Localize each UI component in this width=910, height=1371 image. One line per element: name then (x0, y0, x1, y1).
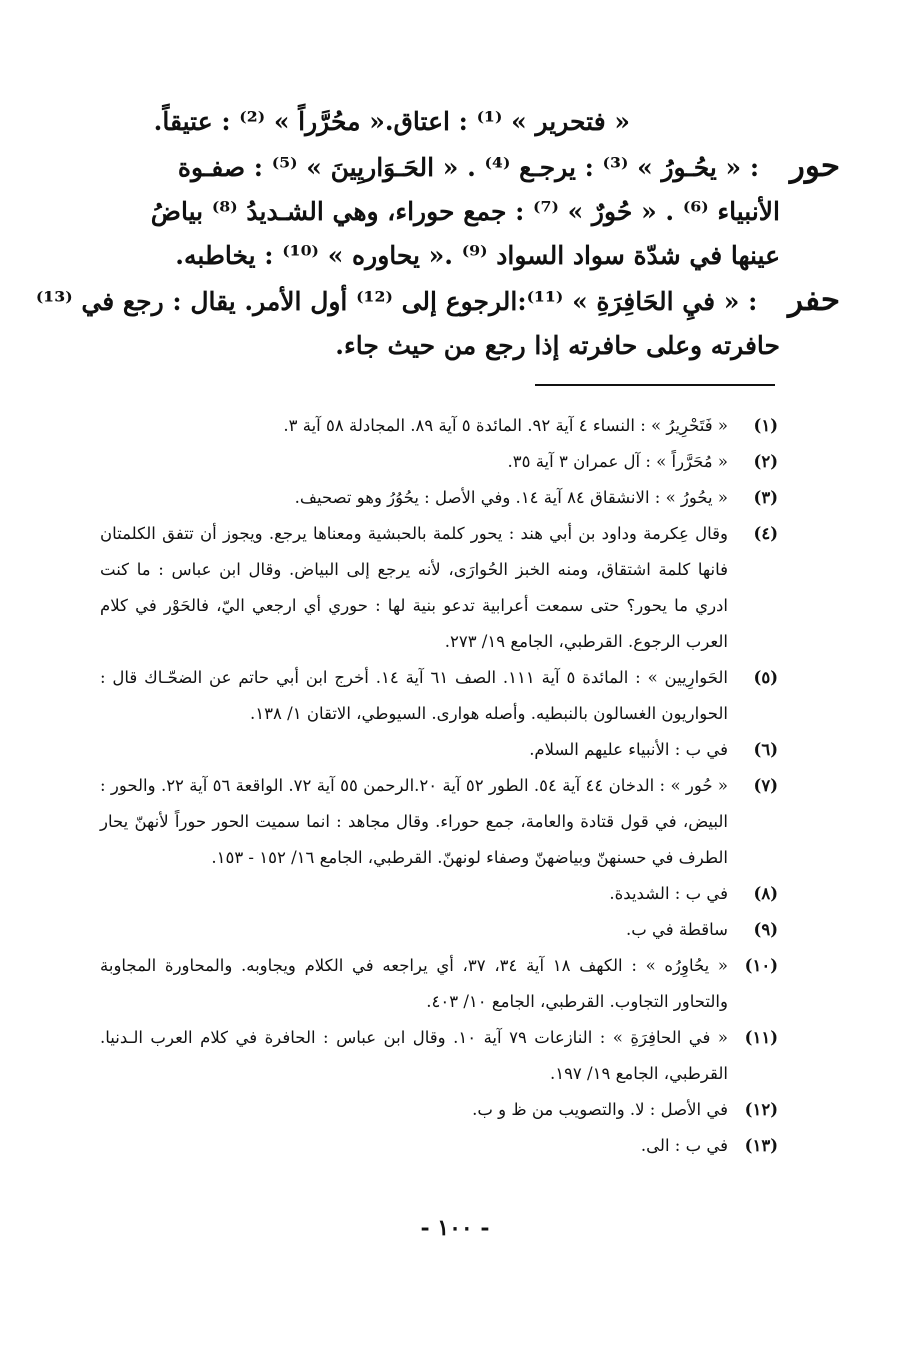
footnote (100, 480, 778, 516)
entry-line-hafr (35, 278, 840, 324)
footnote-number: (١٢) (744, 1100, 778, 1119)
footnote-text: « مُحَرَّراً » : آل عمران ٣ آية ٣٥. (507, 452, 728, 471)
footnote-text: « فَتَحْرِيرُ » : النساء ٤ آية ٩٢. المائدة ٥ آية ٨٩. المجادلة ٥٨ آية ٣. (283, 416, 728, 435)
footnote-text: في ب : الأنبياء عليهم السلام. (529, 740, 728, 759)
footnote-text: في ب : الشديدة. (609, 884, 728, 903)
footnote (100, 876, 778, 912)
footnote (100, 408, 778, 444)
footnote (100, 1020, 778, 1092)
entry-line-hawr (100, 144, 840, 190)
line-text: : « فيِ الحَافِرَةِ » ⁽¹¹⁾:الرجوع إلى ⁽¹²⁾ أول الأمر. يقال : رجع في ⁽¹³⁾ (35, 287, 758, 316)
footnote-number: (٩) (753, 920, 778, 939)
footnote-number: (٥) (753, 668, 778, 687)
footnote-text: « في الحافِرَةِ » : النازعات ٧٩ آية ١٠. وقال ابن عباس : الحافرة في كلام العرب الـدنيا. القرطبي، الجامع ١٩/ ١٩٧. (100, 1028, 728, 1083)
footnote-number: (٣) (753, 488, 778, 507)
footnote-number: (١٠) (744, 956, 778, 975)
footnote-number: (٧) (753, 776, 778, 795)
footnote-number: (٤) (753, 524, 778, 543)
line-text: حافرته وعلى حافرته إذا رجع من حيث جاء. (335, 331, 780, 360)
footnote-number: (١٣) (744, 1136, 778, 1155)
text-line (100, 234, 780, 278)
footnote-number: (٢) (753, 452, 778, 471)
footnote-number: (١) (753, 416, 778, 435)
text-line (100, 100, 780, 144)
footnotes (100, 408, 778, 1164)
line-text: « فتحرير » ⁽¹⁾ : اعتاق.« محُرَّراً » ⁽²⁾ : عتيقاً. (153, 107, 630, 136)
footnote-text: ساقطة في ب. (625, 920, 728, 939)
footnote-text: « يحُورُ » : الانشقاق ٨٤ آية ١٤. وفي الأصل : يحُوُرُ وهو تصحيف. (294, 488, 728, 507)
line-text: عينها في شدّة سواد السواد ⁽⁹⁾ .« يحاوره » ⁽¹⁰⁾ : يخاطبه. (175, 241, 780, 270)
text-line (100, 190, 780, 234)
footnote-number: (١١) (744, 1028, 778, 1047)
entry-headword: حور (789, 148, 840, 184)
footnote-text: الحَوارِيين » : المائدة ٥ آية ١١١. الصف ٦١ آية ١٤. أخرج ابن أبي حاتم عن الضحّـاك قال : الحواريون الغسالون بالنبطيه. وأصله هوارى. السيوطي، الاتقان ١/ ١٣٨. (100, 668, 728, 723)
footnote-text: « حُور » : الدخان ٤٤ آية ٥٤. الطور ٥٢ آية ٢٠.الرحمن ٥٥ آية ٧٢. الواقعة ٥٦ آية ٢٢. والحور : البيض، في قول قتادة والعامة، جمع حوراء. وقال مجاهد : انما سميت الحور حوراً لأنهنّ يحار الطرف في حسنهنّ وبياضهنّ وصفاء لونهنّ. القرطبي، الجامع ١٦/ ١٥٢ - ١٥٣. (100, 776, 728, 867)
footnote-number: (٨) (753, 884, 778, 903)
footnote (100, 444, 778, 480)
footnote (100, 1092, 778, 1128)
footnote-text: وقال عِكرمة وداود بن أبي هند : يحور كلمة بالحبشية ومعناها يرجع. ويجوز أن تتفق الكلمتان فانها كلمة اشتقاق، ومنه الخبز الحُوارَى، لأنه يرجع إلى البياض. وقال ابن عباس : ما كنت ادري ما يحور؟ حتى سمعت أعرابية تدعو بنية لها : حوري أي ارجعي اليّ، فالحَوْر في كلام العرب الرجوع. القرطبي، الجامع ١٩/ ٢٧٣. (100, 524, 728, 651)
footnote-text: في ب : الى. (640, 1136, 728, 1155)
entry-headword: حفر (788, 282, 840, 318)
footnote (100, 732, 778, 768)
line-text: : « يحُـورُ » ⁽³⁾ : يرجـع ⁽⁴⁾ . « الحَـوَاريِينَ » ⁽⁵⁾ : صفـوة (177, 153, 760, 182)
footnote (100, 516, 778, 660)
line-text: الأنبياء ⁽⁶⁾ . « حُورٌ » ⁽⁷⁾ : جمع حوراء، وهي الشـديدُ ⁽⁸⁾ بياضُ (150, 197, 780, 226)
footnote-text: في الأصل : لا. والتصويب من ظ و ب. (472, 1100, 728, 1119)
footnote (100, 948, 778, 1020)
footnote (100, 912, 778, 948)
footnote (100, 768, 778, 876)
footnote (100, 1128, 778, 1164)
page-number: - ١٠٠ - (420, 1215, 490, 1241)
footnote-text: « يحُاوِرُه » : الكهف ١٨ آية ٣٤، ٣٧، أي يراجعه في الكلام ويجاوبه. والمحاورة المجاوبة والتحاور التجاوب. القرطبي، الجامع ١٠/ ٤٠٣. (100, 956, 728, 1011)
text-line (100, 324, 780, 368)
main-text (35, 100, 840, 368)
footnote-number: (٦) (753, 740, 778, 759)
footnote-separator (535, 384, 775, 386)
footnote (100, 660, 778, 732)
